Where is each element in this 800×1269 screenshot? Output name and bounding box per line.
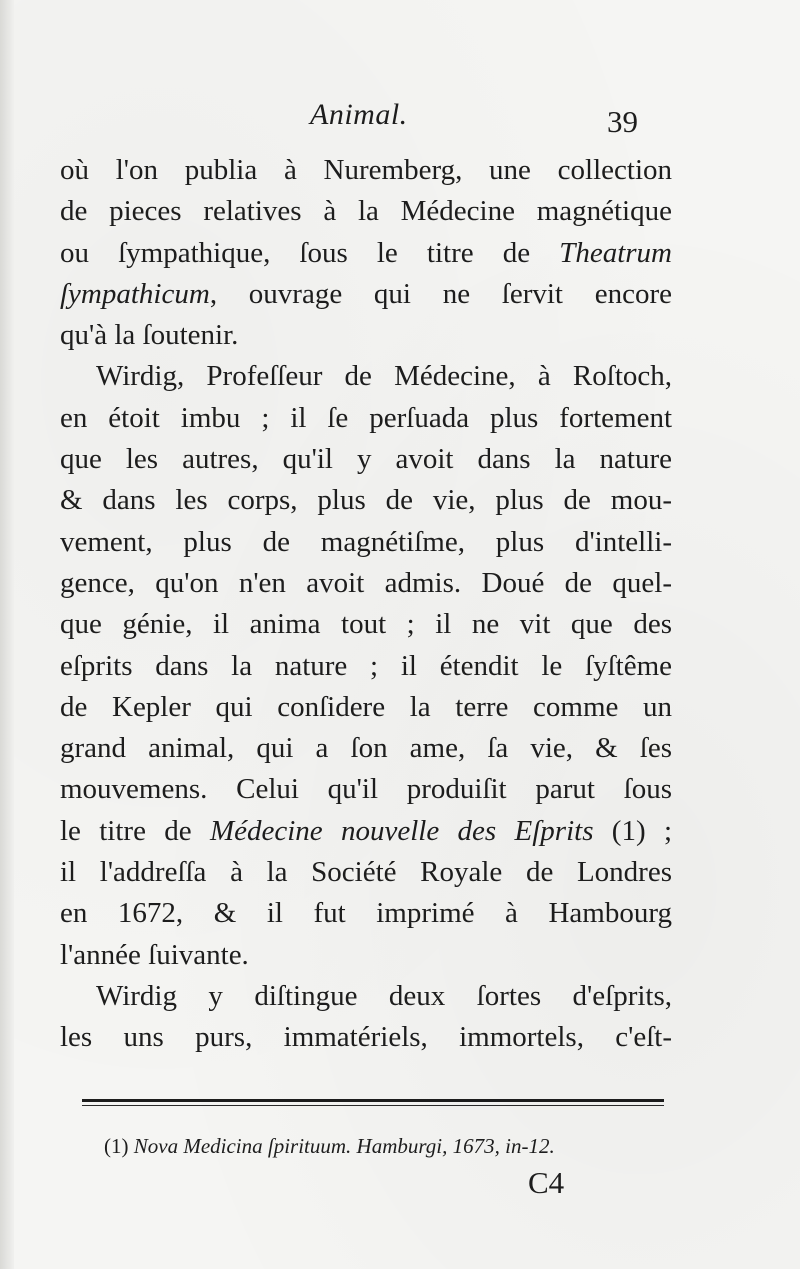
paragraph-start-line: Wirdig, Profeſſeur de Médecine, à Roſtoch, <box>96 360 672 393</box>
text-line: de pieces relatives à la Médecine magnétique <box>60 195 672 228</box>
footnote <box>104 1134 674 1159</box>
footnote-text: Nova Medicina ſpirituum. Hamburgi, 1673, in-12. <box>133 1134 555 1158</box>
body-text <box>60 150 672 1059</box>
text-line: ou ſympathique, ſous le titre de Theatrum <box>60 236 672 269</box>
running-head <box>0 98 800 142</box>
footnote-mark: (1) <box>104 1134 129 1158</box>
page-number: 39 <box>607 104 638 139</box>
text-line: mouvemens. Celui qu'il produiſit parut ſous <box>60 773 672 806</box>
footnote-rule-thin <box>82 1105 664 1106</box>
text-line: & dans les corps, plus de vie, plus de mou- <box>60 484 672 517</box>
text-line: que génie, il anima tout ; il ne vit que des <box>60 608 672 641</box>
text-line: en 1672, & il fut imprimé à Hambourg <box>60 897 672 930</box>
text-line: de Kepler qui conſidere la terre comme un <box>60 690 672 723</box>
text-line: en étoit imbu ; il ſe perſuada plus fortement <box>60 401 672 434</box>
text-line: grand animal, qui a ſon ame, ſa vie, & ſes <box>60 732 672 765</box>
text-line: que les autres, qu'il y avoit dans la nature <box>60 443 672 476</box>
paragraph-start-line: Wirdig y diſtingue deux ſortes d'eſprits, <box>96 979 672 1012</box>
text-line: vement, plus de magnétiſme, plus d'intelli- <box>60 525 672 558</box>
text-line: ſympathicum, ouvrage qui ne ſervit encore <box>60 277 672 310</box>
text-line: qu'à la ſoutenir. <box>60 319 239 352</box>
text-line: eſprits dans la nature ; il étendit le ſyſtême <box>60 649 672 682</box>
text-line: il l'addreſſa à la Société Royale de Londres <box>60 856 672 889</box>
text-line: où l'on publia à Nuremberg, une collection <box>60 154 672 186</box>
text-line: le titre de Médecine nouvelle des Eſprits (1) ; <box>60 814 672 847</box>
page-gutter-shadow <box>0 0 14 1269</box>
text-line: gence, qu'on n'en avoit admis. Doué de quel- <box>60 566 672 599</box>
running-title: Animal. <box>310 98 408 131</box>
signature-mark: C4 <box>528 1165 565 1200</box>
text-line: les uns purs, immatériels, immortels, c'eſt- <box>60 1021 672 1054</box>
footnote-rule <box>82 1099 664 1102</box>
text-line: l'année ſuivante. <box>60 938 249 971</box>
